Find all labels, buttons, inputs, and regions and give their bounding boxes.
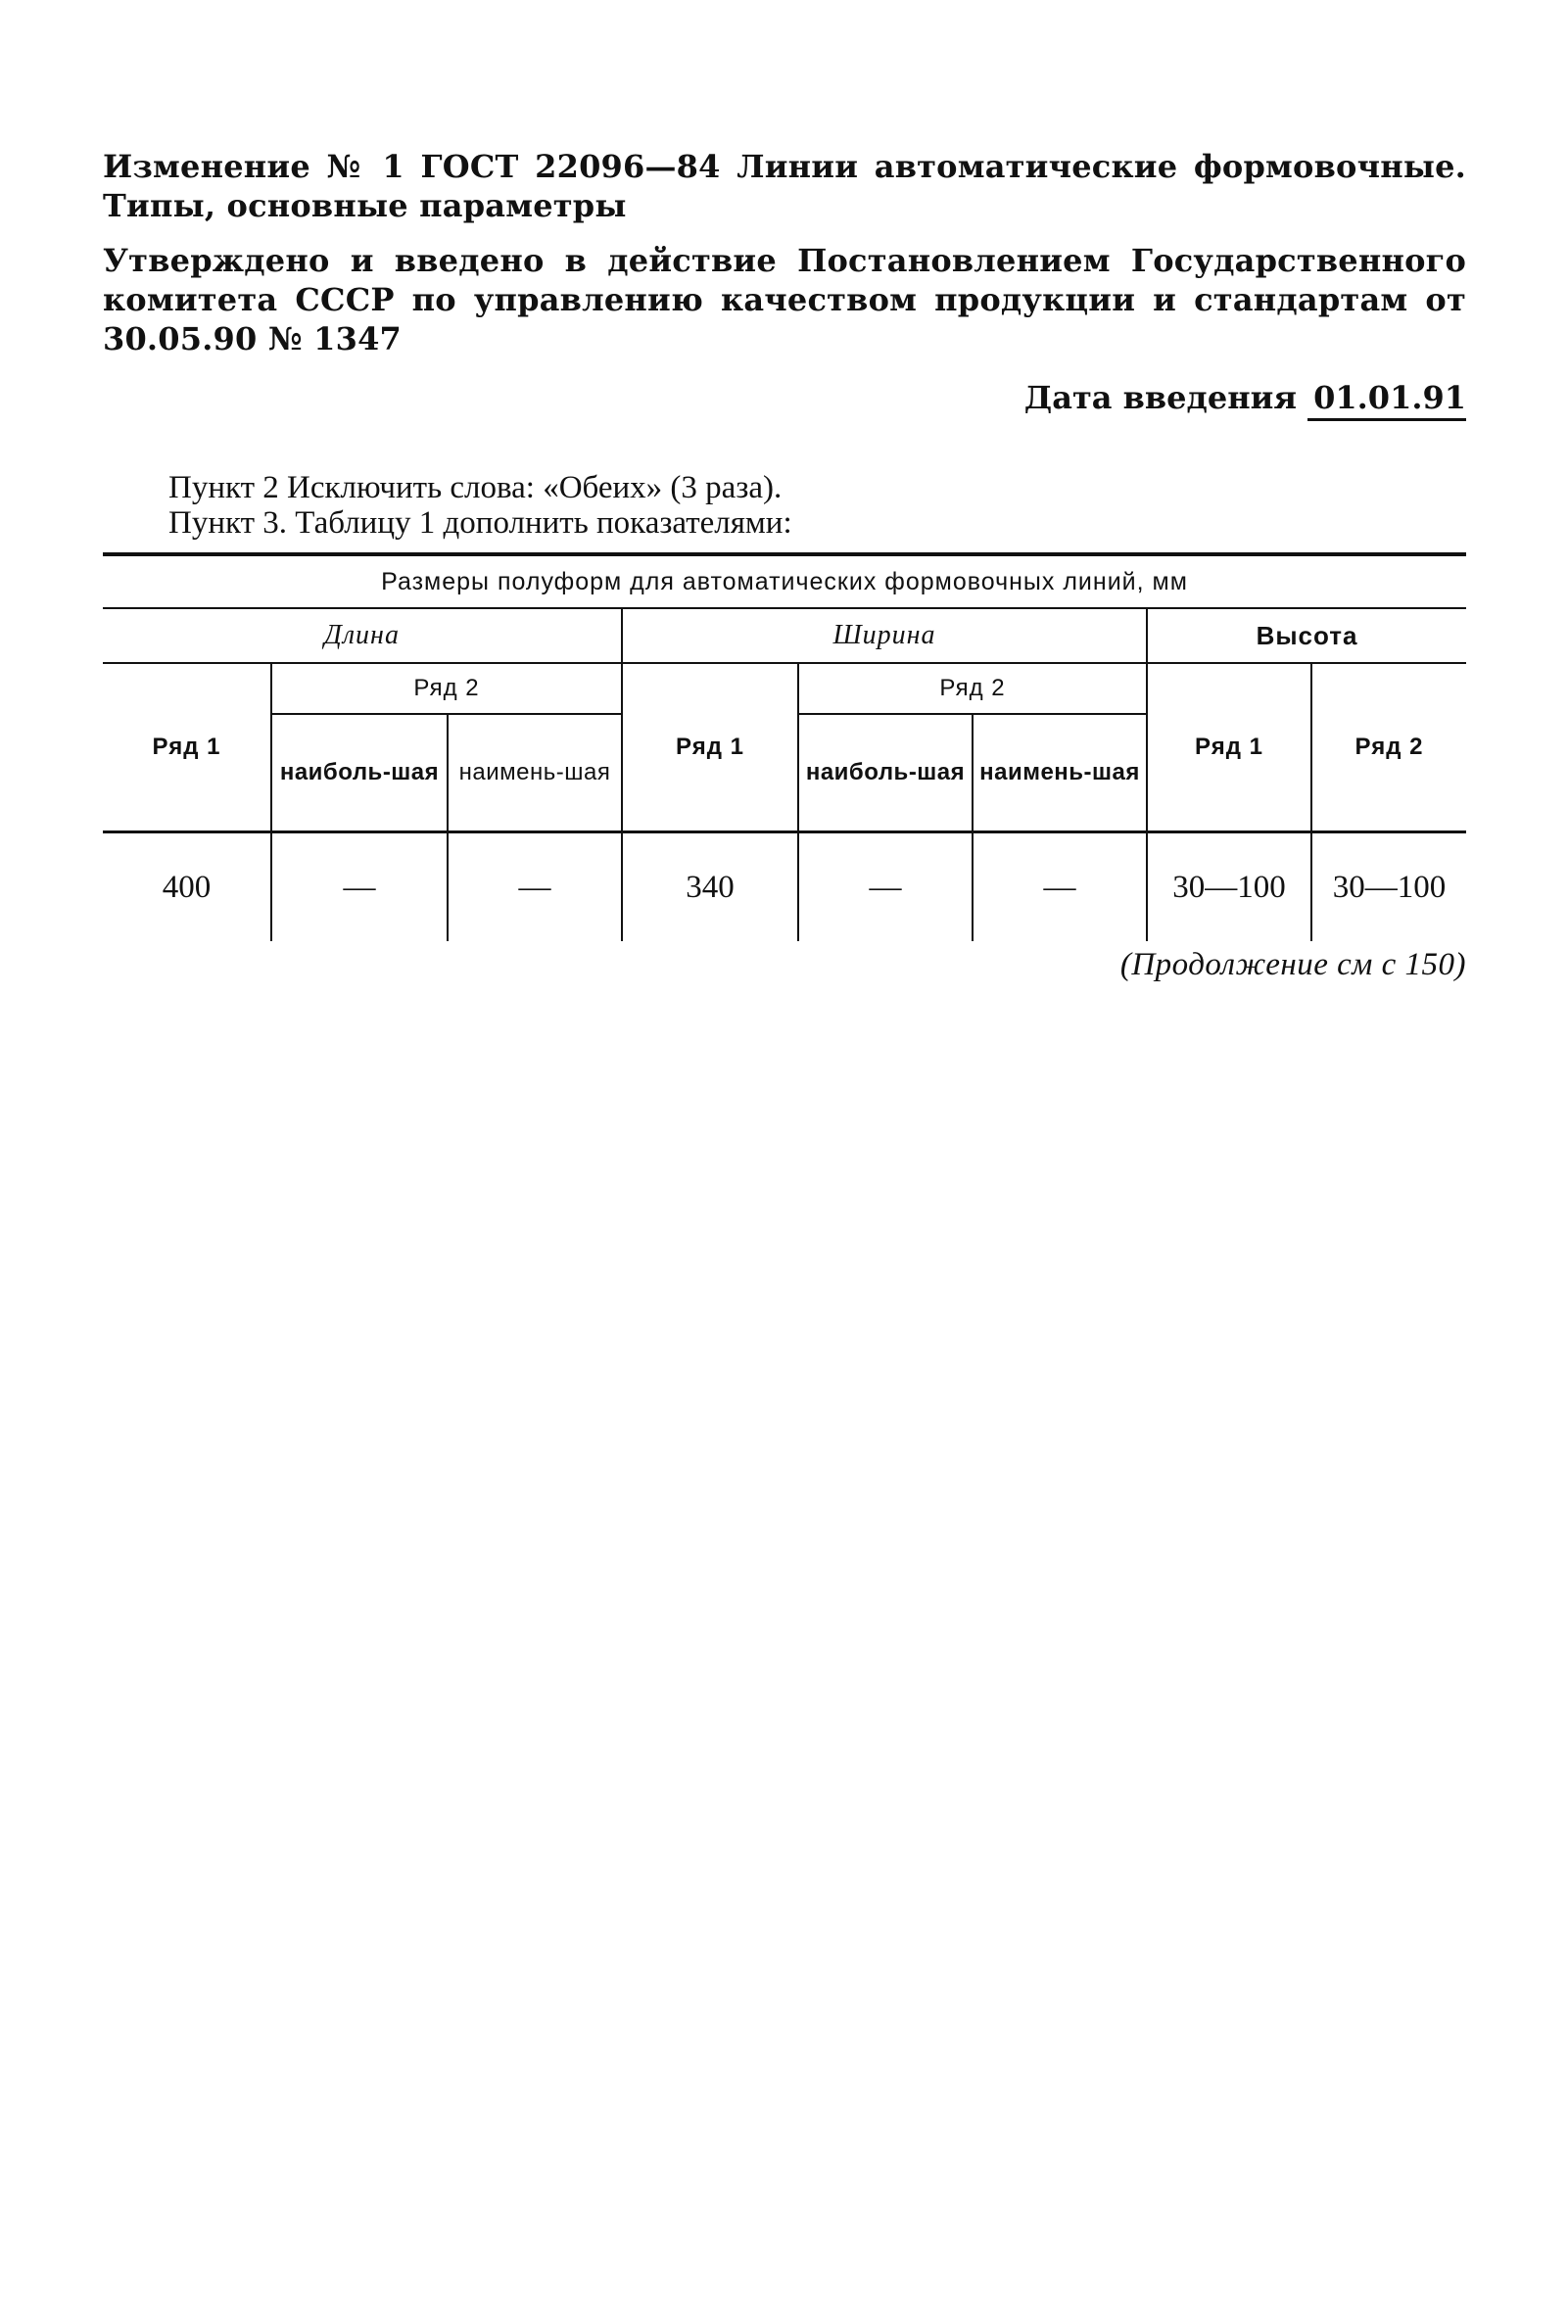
value-width-row1: 340 <box>622 832 798 942</box>
effective-date-value: 01.01.91 <box>1307 379 1466 421</box>
value-width-smallest: — <box>973 832 1147 942</box>
document-page <box>103 147 1466 983</box>
header-width-smallest: наимень-шая <box>973 714 1147 832</box>
change-title: Изменение № 1 ГОСТ 22096—84 Линии автоматические формовочные. Типы, основные параметры <box>103 148 1466 224</box>
value-length-largest: — <box>271 832 448 942</box>
header-length: Длина <box>103 608 622 663</box>
continuation-note: (Продолжение см с 150) <box>1119 947 1466 982</box>
header-length-row2: Ряд 2 <box>271 663 622 714</box>
value-width-largest: — <box>798 832 973 942</box>
header-height-row1: Ряд 1 <box>1147 663 1311 832</box>
value-height-row2: 30—100 <box>1311 832 1466 942</box>
table-row <box>103 832 1466 942</box>
paragraph-item-3: Пункт 3. Таблицу 1 дополнить показателями: <box>168 505 792 541</box>
mold-dimensions-table <box>103 552 1466 941</box>
header-length-row1: Ряд 1 <box>103 663 271 832</box>
effective-date <box>103 378 1466 417</box>
header-width-largest: наиболь-шая <box>798 714 973 832</box>
value-height-row1: 30—100 <box>1147 832 1311 942</box>
paragraph-item-2: Пункт 2 Исключить слова: «Обеих» (3 раза). <box>168 470 783 505</box>
table-caption: Размеры полуформ для автоматических формовочных линий, мм <box>103 554 1466 608</box>
header-width-row2: Ряд 2 <box>798 663 1147 714</box>
value-length-row1: 400 <box>162 869 212 905</box>
header-height: Высота <box>1147 608 1466 663</box>
header-length-largest: наиболь-шая <box>271 714 448 832</box>
value-length-smallest: — <box>448 832 622 942</box>
header-width: Ширина <box>622 608 1147 663</box>
header-length-smallest: наимень-шая <box>448 714 622 832</box>
amendment-paragraphs <box>103 470 1466 541</box>
header-width-row1: Ряд 1 <box>622 663 798 832</box>
approval-statement: Утверждено и введено в действие Постановлением Государственного комитета СССР по управлению качеством продукции и стандартам от 30.05.90 № 1347 <box>103 242 1466 357</box>
header-height-row2: Ряд 2 <box>1311 663 1466 832</box>
effective-date-label: Дата введения <box>1023 379 1297 416</box>
